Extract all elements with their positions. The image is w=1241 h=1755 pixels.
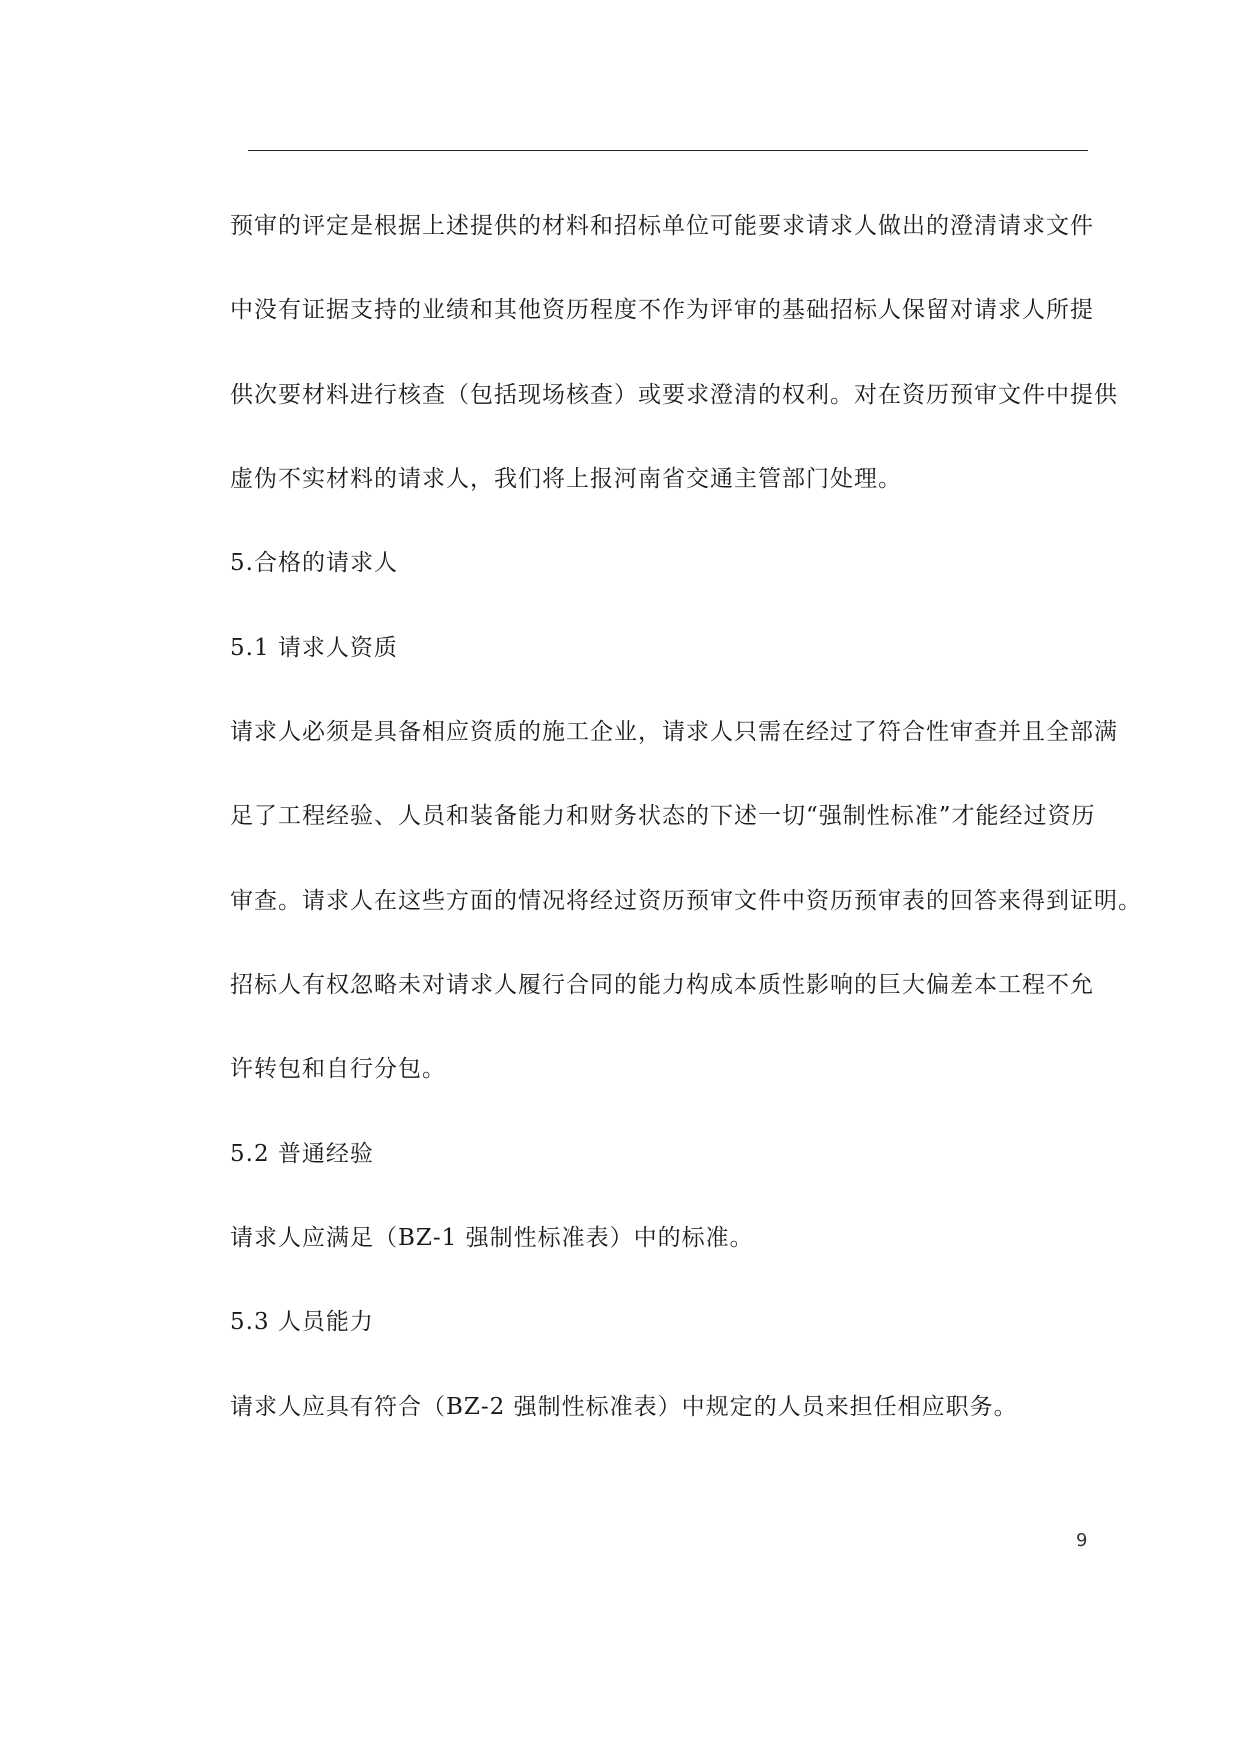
- body-line: 请求人必须是具备相应资质的施工企业，请求人只需在经过了符合性审查并且全部满: [230, 719, 1118, 745]
- section-heading-5-2: 5.2 普通经验: [230, 1141, 374, 1167]
- body-line: 足了工程经验、人员和装备能力和财务状态的下述一切“强制性标准”才能经过资历: [230, 803, 1096, 829]
- section-heading-5: 5.合格的请求人: [230, 550, 398, 576]
- body-line: 中没有证据支持的业绩和其他资历程度不作为评审的基础招标人保留对请求人所提: [230, 297, 1094, 323]
- header-rule: [248, 150, 1088, 151]
- body-line: 虚伪不实材料的请求人，我们将上报河南省交通主管部门处理。: [230, 466, 902, 492]
- body-line: 审查。请求人在这些方面的情况将经过资历预审文件中资历预审表的回答来得到证明。: [230, 888, 1142, 914]
- body-line: 许转包和自行分包。: [230, 1056, 446, 1082]
- section-heading-5-3: 5.3 人员能力: [230, 1309, 374, 1335]
- section-heading-5-1: 5.1 请求人资质: [230, 635, 398, 661]
- body-line: 请求人应具有符合（BZ-2 强制性标准表）中规定的人员来担任相应职务。: [230, 1394, 1018, 1420]
- body-line: 请求人应满足（BZ-1 强制性标准表）中的标准。: [230, 1225, 754, 1251]
- body-line: 预审的评定是根据上述提供的材料和招标单位可能要求请求人做出的澄清请求文件: [230, 213, 1094, 239]
- body-line: 供次要材料进行核查（包括现场核查）或要求澄清的权利。对在资历预审文件中提供: [230, 382, 1118, 408]
- page-number: 9: [1076, 1530, 1088, 1551]
- body-line: 招标人有权忽略未对请求人履行合同的能力构成本质性影响的巨大偏差本工程不允: [230, 972, 1094, 998]
